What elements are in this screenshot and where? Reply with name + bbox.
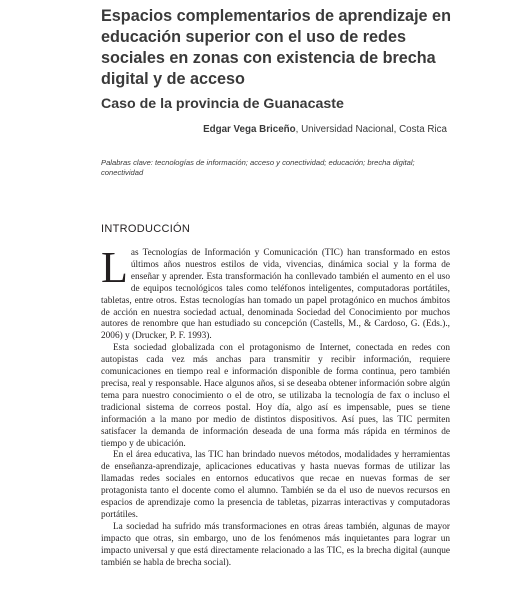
article-subtitle: Caso de la provincia de Guanacaste	[101, 96, 344, 112]
author-affiliation: , Universidad Nacional, Costa Rica	[295, 124, 447, 135]
article-title: Espacios complementarios de aprendizaje en educación superior con el uso de redes sociales en zonas con existencia de brecha digital y de acceso	[101, 7, 451, 88]
paragraph-1-text: as Tecnologías de Información y Comunicación (TIC) han transformado en estos últimos años nuestros estilos de vida, vivencias, dinámica social y la forma de enseñar y aprender. Esta transformación ha conllevado también el aumento en el uso de equipos tecnológicos tales como teléfonos inteligentes, computadoras portátiles, tabletas, entre otros. Estas tecnologías han tomado un papel protagónico en muchos ámbitos de acción en nuestra sociedad actual, denominada Sociedad del Conocimiento por muchos autores de renombre que han estudiado su concepción (Castells, M., & Cardoso, G. (Eds.)., 2006) y (Drucker, P. F. 1993).	[101, 248, 450, 342]
body-text	[101, 243, 450, 569]
drop-cap: L	[101, 243, 128, 292]
paragraph-1	[101, 243, 450, 343]
keywords-label: Palabras clave:	[101, 158, 153, 167]
paragraph-3: En el área educativa, las TIC han brindado nuevos métodos, modalidades y herramientas de enseñanza-aprendizaje, aplicaciones educativas y hasta nuevas formas de utilizar las llamadas redes sociales en entornos educativos que recae en nuevas formas de ser protagonista tanto el docente como el alumno. También se da el uso de nuevos recursos en espacios de aprendizaje como la presencia de tabletas, pizarras interactivas y computadoras portátiles.	[101, 450, 450, 520]
paragraph-4: La sociedad ha sufrido más transformaciones en otras áreas también, algunas de mayor impacto que otras, sin embargo, uno de los fenómenos más inquietantes para lograr un impacto universal y que está directamente relacionado a las TIC, es la brecha digital (aunque también se habla de brecha social).	[101, 521, 450, 568]
keywords-list: tecnologías de información; acceso y conectividad; educación; brecha digital; conectividad	[101, 158, 415, 177]
author-line	[101, 123, 447, 137]
author-name: Edgar Vega Briceño	[203, 124, 296, 135]
section-heading: INTRODUCCIÓN	[101, 223, 191, 235]
keywords	[101, 158, 451, 178]
paragraph-2: Esta sociedad globalizada con el protagonismo de Internet, conectada en redes con autopistas cada vez más anchas para transmitir y recibir información, requiere comunicaciones en tiempo real e información disponible de forma continua, pero también precisa, real y responsable. Hace algunos años, si se deseaba obtener información sobre algún tema para nuestro conocimiento o el de otro, se utilizaba la tecnología de fax o incluso el tradicional sistema de correos postal. Hoy día, algo así es impensable, pues se tiene información a la mano por medio de distintos dispositivos. Así pues, las TIC permiten satisfacer la demanda de información deseada de una forma más rápida en términos de tiempo y de ubicación.	[101, 343, 450, 449]
